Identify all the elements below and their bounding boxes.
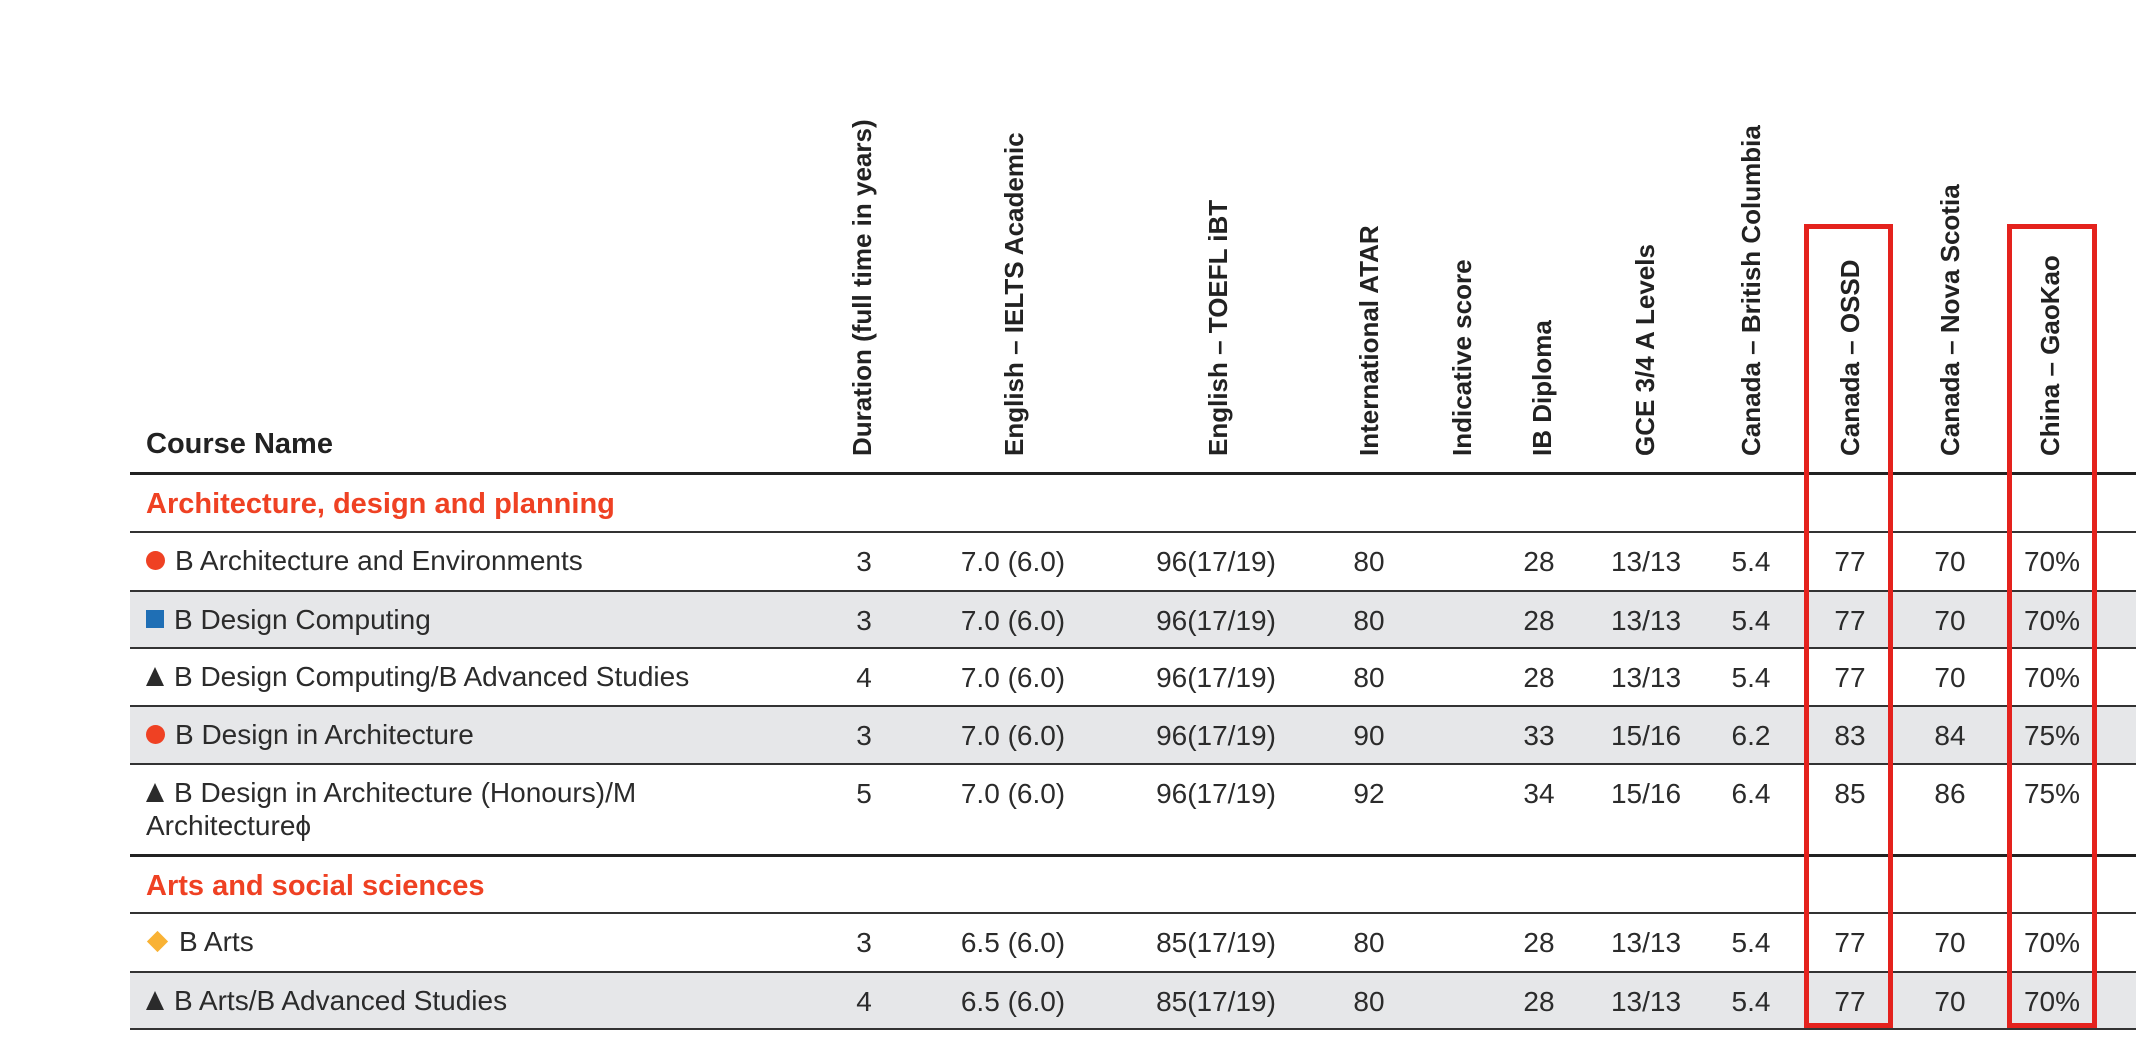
table-cell: 75% (2023, 720, 2081, 751)
row-rule (130, 1028, 2136, 1030)
table-cell: 28 (1523, 662, 1555, 693)
table-cell: 70 (1934, 986, 1966, 1017)
circle-icon (146, 551, 165, 570)
table-cell: 96(17/19) (1156, 778, 1276, 809)
table-cell: 28 (1523, 605, 1555, 636)
course-name (146, 776, 786, 842)
table-cell: 28 (1523, 986, 1555, 1017)
table-cell: 5.4 (1731, 546, 1771, 577)
column-header-ib-diploma: IB Diploma (1527, 320, 1557, 456)
highlight-box-gaokao (2007, 224, 2097, 1028)
table-cell: 96(17/19) (1156, 720, 1276, 751)
table-cell: 83 (1834, 720, 1866, 751)
table-cell: 6.5 (6.0) (960, 927, 1066, 958)
table-cell: 70% (2023, 986, 2081, 1017)
table-cell: 13/13 (1610, 605, 1682, 636)
table-cell: 96(17/19) (1156, 605, 1276, 636)
table-cell: 15/16 (1610, 720, 1682, 751)
table-cell: 86 (1934, 778, 1966, 809)
table-cell: 7.0 (6.0) (960, 662, 1066, 693)
table-cell: 3 (856, 546, 872, 577)
course-name-text: B Design Computing (174, 604, 431, 635)
column-header-duration: Duration (full time in years) (847, 119, 877, 456)
section-title: Arts and social sciences (146, 870, 485, 902)
table-cell: 5.4 (1731, 662, 1771, 693)
table-cell: 70 (1934, 546, 1966, 577)
table-cell: 13/13 (1610, 986, 1682, 1017)
course-name-text: B Arts/B Advanced Studies (174, 985, 508, 1016)
table-cell: 77 (1834, 927, 1866, 958)
diamond-icon (147, 931, 168, 952)
table-cell: 13/13 (1610, 662, 1682, 693)
column-header-canada-bc: Canada – British Columbia (1736, 125, 1766, 456)
table-cell: 70 (1934, 662, 1966, 693)
table-cell: 15/16 (1610, 778, 1682, 809)
circle-icon (146, 725, 165, 744)
section-title: Architecture, design and planning (146, 488, 615, 520)
table-cell: 70% (2023, 546, 2081, 577)
table-cell: 7.0 (6.0) (960, 720, 1066, 751)
table-cell: 4 (856, 662, 872, 693)
square-icon (146, 610, 164, 628)
table-cell: 70% (2023, 927, 2081, 958)
table-cell: 77 (1834, 605, 1866, 636)
table-cell: 5.4 (1731, 927, 1771, 958)
triangle-icon (146, 991, 164, 1010)
table-cell: 77 (1834, 662, 1866, 693)
column-header-gce: GCE 3/4 A Levels (1630, 244, 1660, 456)
course-name-text: B Arts (179, 926, 254, 957)
table-cell: 28 (1523, 927, 1555, 958)
table-cell: 85 (1834, 778, 1866, 809)
table-cell: 90 (1353, 720, 1385, 751)
table-cell: 6.2 (1731, 720, 1771, 751)
course-name-text: B Design in Architecture (Honours)/M Architectureϕ (146, 777, 637, 841)
column-header-canada-nova-scotia: Canada – Nova Scotia (1935, 184, 1965, 456)
table-cell: 5.4 (1731, 986, 1771, 1017)
course-name-text: B Architecture and Environments (175, 545, 583, 576)
course-name (146, 603, 786, 636)
table-cell: 3 (856, 720, 872, 751)
table-cell: 70% (2023, 605, 2081, 636)
highlight-box-ossd (1804, 224, 1893, 1028)
table-cell: 75% (2023, 778, 2081, 809)
table-cell: 33 (1523, 720, 1555, 751)
table-cell: 85(17/19) (1156, 986, 1276, 1017)
table-cell: 5.4 (1731, 605, 1771, 636)
column-header-atar: International ATAR (1354, 225, 1384, 456)
table-cell: 92 (1353, 778, 1385, 809)
column-header-toefl: English – TOEFL iBT (1203, 199, 1233, 456)
course-name (146, 718, 786, 751)
table-cell: 13/13 (1610, 546, 1682, 577)
course-name-text: B Design in Architecture (175, 719, 474, 750)
table-cell: 77 (1834, 986, 1866, 1017)
course-name-text: B Design Computing/B Advanced Studies (174, 661, 690, 692)
table-cell: 96(17/19) (1156, 662, 1276, 693)
table-cell: 84 (1934, 720, 1966, 751)
table-cell: 77 (1834, 546, 1866, 577)
table-cell: 80 (1353, 546, 1385, 577)
table-cell: 4 (856, 986, 872, 1017)
table-cell: 34 (1523, 778, 1555, 809)
course-name (146, 984, 786, 1017)
table-cell: 7.0 (6.0) (960, 605, 1066, 636)
table-cell: 70 (1934, 927, 1966, 958)
course-name (146, 925, 786, 958)
table-cell: 28 (1523, 546, 1555, 577)
table-cell: 13/13 (1610, 927, 1682, 958)
table-cell: 80 (1353, 605, 1385, 636)
table-cell: 70 (1934, 605, 1966, 636)
triangle-icon (146, 783, 164, 802)
column-header-indicative-score: Indicative score (1447, 259, 1477, 456)
course-name-header: Course Name (146, 428, 333, 460)
table-cell: 80 (1353, 986, 1385, 1017)
column-header-ielts: English – IELTS Academic (999, 132, 1029, 456)
course-name (146, 660, 786, 693)
table-cell: 80 (1353, 927, 1385, 958)
table-cell: 85(17/19) (1156, 927, 1276, 958)
table-cell: 80 (1353, 662, 1385, 693)
column-header-canada-ossd: Canada – OSSD (1835, 259, 1865, 456)
column-header-china-gaokao: China – GaoKao (2035, 255, 2065, 456)
table-cell: 6.4 (1731, 778, 1771, 809)
table-cell: 6.5 (6.0) (960, 986, 1066, 1017)
triangle-icon (146, 667, 164, 686)
table-cell: 96(17/19) (1156, 546, 1276, 577)
table-cell: 3 (856, 605, 872, 636)
table-cell: 3 (856, 927, 872, 958)
table-cell: 5 (856, 778, 872, 809)
table-cell: 7.0 (6.0) (960, 546, 1066, 577)
course-name (146, 544, 786, 577)
table-cell: 7.0 (6.0) (960, 778, 1066, 809)
table-cell: 70% (2023, 662, 2081, 693)
